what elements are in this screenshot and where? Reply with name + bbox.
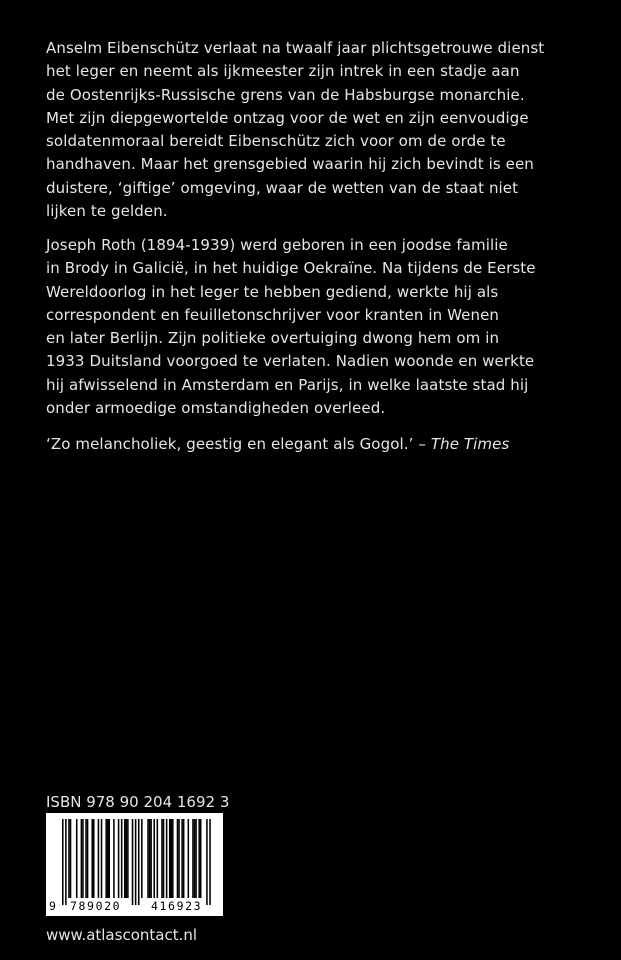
- author-bio-line: en later Berlijn. Zijn politieke overtuiging dwong hem om in: [46, 329, 500, 348]
- synopsis-line: handhaven. Maar het grensgebied waarin hij zich bevindt is een: [46, 155, 534, 174]
- synopsis-line: lijken te gelden.: [46, 202, 168, 221]
- barcode-digits-left: 789020: [70, 899, 122, 913]
- barcode-digits: [46, 899, 223, 915]
- barcode-bar: [132, 819, 134, 905]
- barcode-bar: [93, 819, 95, 898]
- barcode-bar: [157, 819, 159, 898]
- barcode-bar: [200, 819, 202, 898]
- barcode-bar: [147, 819, 149, 898]
- barcode: [46, 813, 223, 916]
- barcode-bar: [113, 819, 115, 898]
- barcode-bar: [91, 819, 93, 898]
- publisher-website: www.atlascontact.nl: [46, 926, 198, 944]
- barcode-bar: [98, 819, 100, 898]
- barcode-bar: [85, 819, 87, 898]
- synopsis-paragraph: [46, 37, 586, 223]
- barcode-bar: [166, 819, 168, 898]
- barcode-bar: [135, 819, 137, 905]
- barcode-bar: [195, 819, 197, 898]
- barcode-bar: [65, 819, 67, 905]
- barcode-bar: [194, 819, 196, 898]
- barcode-bar: [107, 819, 109, 898]
- barcode-bar: [150, 819, 152, 898]
- author-bio-line: hij afwisselend in Amsterdam en Parijs, in welke laatste stad hij: [46, 375, 529, 394]
- barcode-bar: [171, 819, 173, 898]
- barcode-bar: [68, 819, 70, 898]
- synopsis-line: Anselm Eibenschütz verlaat na twaalf jaar plichtsgetrouwe dienst: [46, 39, 545, 57]
- press-quote: [46, 433, 586, 456]
- barcode-bar: [206, 819, 208, 905]
- barcode-bar: [141, 819, 143, 898]
- quote-text: ‘Zo melancholiek, geestig en elegant als Gogol.’ –: [46, 435, 431, 453]
- synopsis-line: Met zijn diepgewortelde ontzag voor de wet en zijn eenvoudige: [46, 108, 529, 127]
- barcode-digit-first: 9: [49, 899, 56, 913]
- author-bio-line: in Brody in Galicië, in het huidige Oekraïne. Na tijdens de Eerste: [46, 259, 536, 278]
- barcode-bar: [126, 819, 128, 898]
- quote-source: The Times: [430, 435, 510, 453]
- barcode-bar: [178, 819, 180, 898]
- barcode-bar: [87, 819, 89, 898]
- barcode-bar: [82, 819, 84, 898]
- author-bio-line: Wereldoorlog in het leger te hebben gediend, werkte hij als: [46, 282, 499, 301]
- author-bio-line: correspondent en feuilletonschrijver voor kranten in Wenen: [46, 305, 500, 324]
- synopsis-line: de Oostenrijks-Russische grens van de Habsburgse monarchie.: [46, 85, 525, 104]
- barcode-bar: [177, 819, 179, 898]
- barcode-bar: [183, 819, 185, 898]
- barcode-bar: [105, 819, 107, 898]
- barcode-bar: [76, 819, 78, 898]
- barcode-bar: [209, 819, 211, 905]
- barcode-bar: [169, 819, 171, 898]
- author-bio-paragraph: [46, 234, 586, 420]
- author-bio-line: onder armoedige omstandigheden overleed.: [46, 399, 386, 418]
- barcode-bar: [192, 819, 194, 898]
- press-quote-line: [46, 433, 586, 456]
- barcode-bar: [172, 819, 174, 898]
- barcode-bar: [188, 819, 190, 898]
- author-bio-line: 1933 Duitsland voorgoed te verlaten. Nadien woonde en werkte: [46, 352, 535, 371]
- synopsis-line: soldatenmoraal bereidt Eibenschütz zich voor om de orde te: [46, 132, 506, 151]
- barcode-bar: [153, 819, 155, 898]
- synopsis-line: duistere, ‘giftige’ omgeving, waar de wetten van de staat niet: [46, 178, 519, 197]
- isbn-label: ISBN 978 90 204 1692 3: [46, 793, 230, 811]
- author-bio-line: Joseph Roth (1894-1939) werd geboren in een joodse familie: [46, 236, 508, 254]
- barcode-bar: [127, 819, 129, 898]
- barcode-bar: [101, 819, 103, 898]
- barcode-bar: [198, 819, 200, 898]
- barcode-bar: [181, 819, 183, 898]
- synopsis-line: het leger en neemt als ijkmeester zijn intrek in een stadje aan: [46, 62, 520, 81]
- barcode-bar: [62, 819, 64, 905]
- barcode-bar: [149, 819, 151, 898]
- barcode-bar: [118, 819, 120, 898]
- barcode-digits-right: 416923: [151, 899, 203, 913]
- barcode-bar: [163, 819, 165, 898]
- barcode-bar: [124, 819, 126, 898]
- barcode-bar: [109, 819, 111, 898]
- barcode-bar: [81, 819, 83, 898]
- barcode-bar: [70, 819, 72, 898]
- barcode-bar: [121, 819, 123, 898]
- barcode-bar: [138, 819, 140, 905]
- barcode-bar: [161, 819, 163, 898]
